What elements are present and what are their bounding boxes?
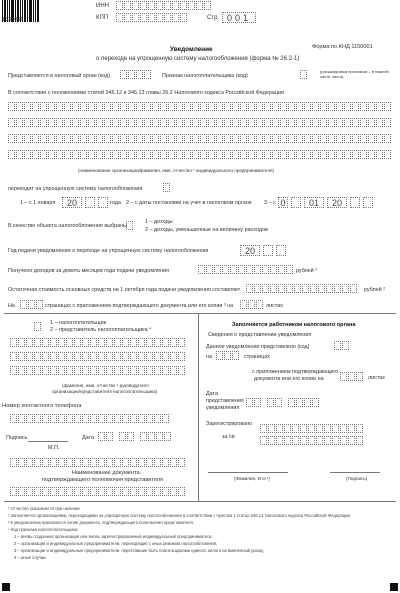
date-label: Дата [82,435,94,441]
reg-label-2: за № [222,434,235,440]
signer-caption-1: (фамилия, имя, отчество ¹ руководителя [62,383,149,388]
signer-name-row-2[interactable] [10,352,185,361]
footnote-1: ¹ Отчество указывается при наличии. [8,506,81,511]
document-title: Уведомление [170,46,213,53]
document-subtitle: о переходе на упрощенную систему налогообложения (форма № 26.2-1) [96,56,300,62]
transition-option-cell[interactable] [163,183,170,192]
pages-text: страницах с приложением подтверждающего документа или его копии ³ на [45,303,234,309]
signature-label: Подпись [6,435,28,441]
pages-on-label: На [8,303,15,309]
page-label: Стр. [207,15,220,21]
footnote-4: ⁴ Код признака налогоплательщика: [8,527,79,532]
corner-marker-right [390,583,398,591]
footnote-6: 2 – организации и индивидуальные предприниматели, переходящие с иных режимов налогообложения; [14,541,218,546]
assets-unit: рублей ² [364,287,385,293]
income-label: Получено доходов за девять месяцев года подачи уведомления [8,268,170,274]
year-cells-1[interactable] [62,197,108,208]
pages-label: страницах [244,354,270,360]
transition-label: переходит на упрощенную систему налогообложения [8,186,143,192]
object-cell[interactable] [126,221,133,230]
date-label-2: представления [206,398,244,404]
kpp-cells[interactable] [116,13,187,22]
year-prefix-2: 20 [327,197,347,208]
name-row-3[interactable] [8,134,391,143]
phone-cells[interactable] [10,414,169,423]
date-cells[interactable] [278,197,373,208]
name-row-2[interactable] [8,118,391,127]
object-option-1: 1 – доходы [145,219,173,225]
option-from-month: 3 – с [264,200,276,206]
option-from-registration: 2 – с даты постановки на учет в налоговом органе [126,200,252,206]
name-caption: (наименование организации/фамилия, имя, отчество ¹ индивидуального предпринимателя) [78,168,275,173]
submitted-code-cells[interactable] [334,341,349,350]
year-prefix-1: 20 [62,197,82,208]
date-day: 0 [278,197,288,208]
signer-name-row-3[interactable] [10,366,185,375]
income-unit: рублей ² [296,268,317,274]
reg-number-row-1[interactable] [260,424,363,433]
on-label: на [206,354,212,360]
corner-marker-left [2,583,10,591]
taxpayer-sign-label: Признак налогоплательщика (код) [162,73,248,79]
section-divider-vertical [198,313,199,501]
doc-name-row-2[interactable] [10,487,185,496]
tax-office-label: Представляется в налоговый орган (код) [8,73,111,79]
footnote-2: ² Заполняется организациями, переходящими на упрощенную систему налогообложения в соответствии с пунктом 1 статьи 346.13 Налогового кодекса Российской Федерации. [8,513,352,518]
doc-label-2: подтверждающего полномочия представителя [42,477,164,483]
signer-type-cell[interactable] [34,322,41,331]
fio-line[interactable] [208,472,288,473]
date-label-1: Дата [206,391,218,397]
taxpayer-sign-cell[interactable] [300,70,307,79]
right-sheets-cells[interactable] [340,372,363,381]
sign-line[interactable] [330,472,380,473]
barcode-number: 15330017 [2,17,27,23]
fio-caption: (Фамилия, И.О.¹) [234,476,271,481]
with-docs-1: с приложением подтверждающего [252,369,339,375]
date-label-3: уведомления [206,405,240,411]
right-sheets-label: листах [368,375,385,381]
date-month: 01 [304,197,324,208]
footnote-7: 3 – организации и индивидуальные предприниматели, переставшие быть плательщиками единого налога на вмененный доход; [14,548,264,553]
assets-label: Остаточная стоимость основных средств на 1 октября года подачи уведомления составляет [8,287,241,293]
legal-basis: В соответствии с положениями статей 346.12 и 346.13 главы 26.2 Налогового кодекса Российской Федерации [8,90,284,96]
taxpayer-sign-note: (расшифровка признаков – в нижней части листа) [320,69,389,79]
option-from-jan: 1 – с 1 января [20,200,56,206]
reg-number-row-2[interactable] [260,436,363,445]
income-cells[interactable] [198,265,293,274]
sign-caption: (Подпись) [346,476,368,481]
seal-label: М.П. [48,445,60,451]
signer-caption-2: организации/представителя налогоплательщика) [52,389,158,394]
tax-office-cells[interactable] [120,70,151,79]
year-word: года [110,200,121,206]
year-notice-value: 20 [240,245,260,256]
footnote-8: 4 – иные случаи. [14,555,47,560]
page-number [222,12,256,23]
submitted-pages-cells[interactable] [216,351,239,360]
signer-option-2: 2 – представитель налогоплательщика ⁴ [50,327,152,333]
signer-option-1: 1 – налогоплательщик [50,320,106,326]
name-row-4[interactable] [8,150,391,159]
signature-line[interactable] [28,441,68,442]
reg-label-1: Зарегистрировано [206,421,253,427]
section-divider-bottom [4,501,396,502]
sheets-label: листах [266,303,283,309]
object-label: В качестве объекта налогообложения выбраны [8,223,128,229]
signer-name-row-1[interactable] [10,338,185,347]
right-date-cells[interactable] [246,398,319,407]
submitted-label: Данное уведомление представлено (код) [206,344,310,350]
page-digit: 001 [222,12,256,23]
year-notice-label: Год подачи уведомления о переходе на упрощенную систему налогообложения [8,248,209,254]
assets-cells[interactable] [246,284,357,293]
doc-name-row-1[interactable] [10,458,185,467]
sign-date-cells[interactable] [98,432,171,441]
right-section-title: Заполняется работником налогового органа [232,322,356,328]
object-option-2: 2 – доходы, уменьшенные на величину расходов [145,227,268,233]
footnote-3: ³ К уведомлению прилагается копия документа, подтверждающего полномочия представителя. [8,520,194,525]
footnote-5: 1 – вновь созданная организация или вновь зарегистрированный индивидуальный предприниматель; [14,534,213,539]
form-code: Форма по КНД 1150001 [312,44,373,50]
info-label: Сведения о представлении уведомления [208,332,312,338]
phone-label: Номер контактного телефона [2,403,82,409]
name-row-1[interactable] [8,102,391,111]
with-docs-2: документа или его копии на [254,376,324,382]
kpp-label: КПП [96,15,109,21]
section-divider-top [4,313,396,314]
year-notice-cells[interactable] [240,245,286,256]
doc-label-1: Наименование документа, [72,470,142,476]
pages-cells[interactable] [20,300,43,309]
inn-cells[interactable] [116,1,211,10]
inn-label: ИНН [96,3,109,9]
sheets-cells[interactable] [240,300,263,309]
